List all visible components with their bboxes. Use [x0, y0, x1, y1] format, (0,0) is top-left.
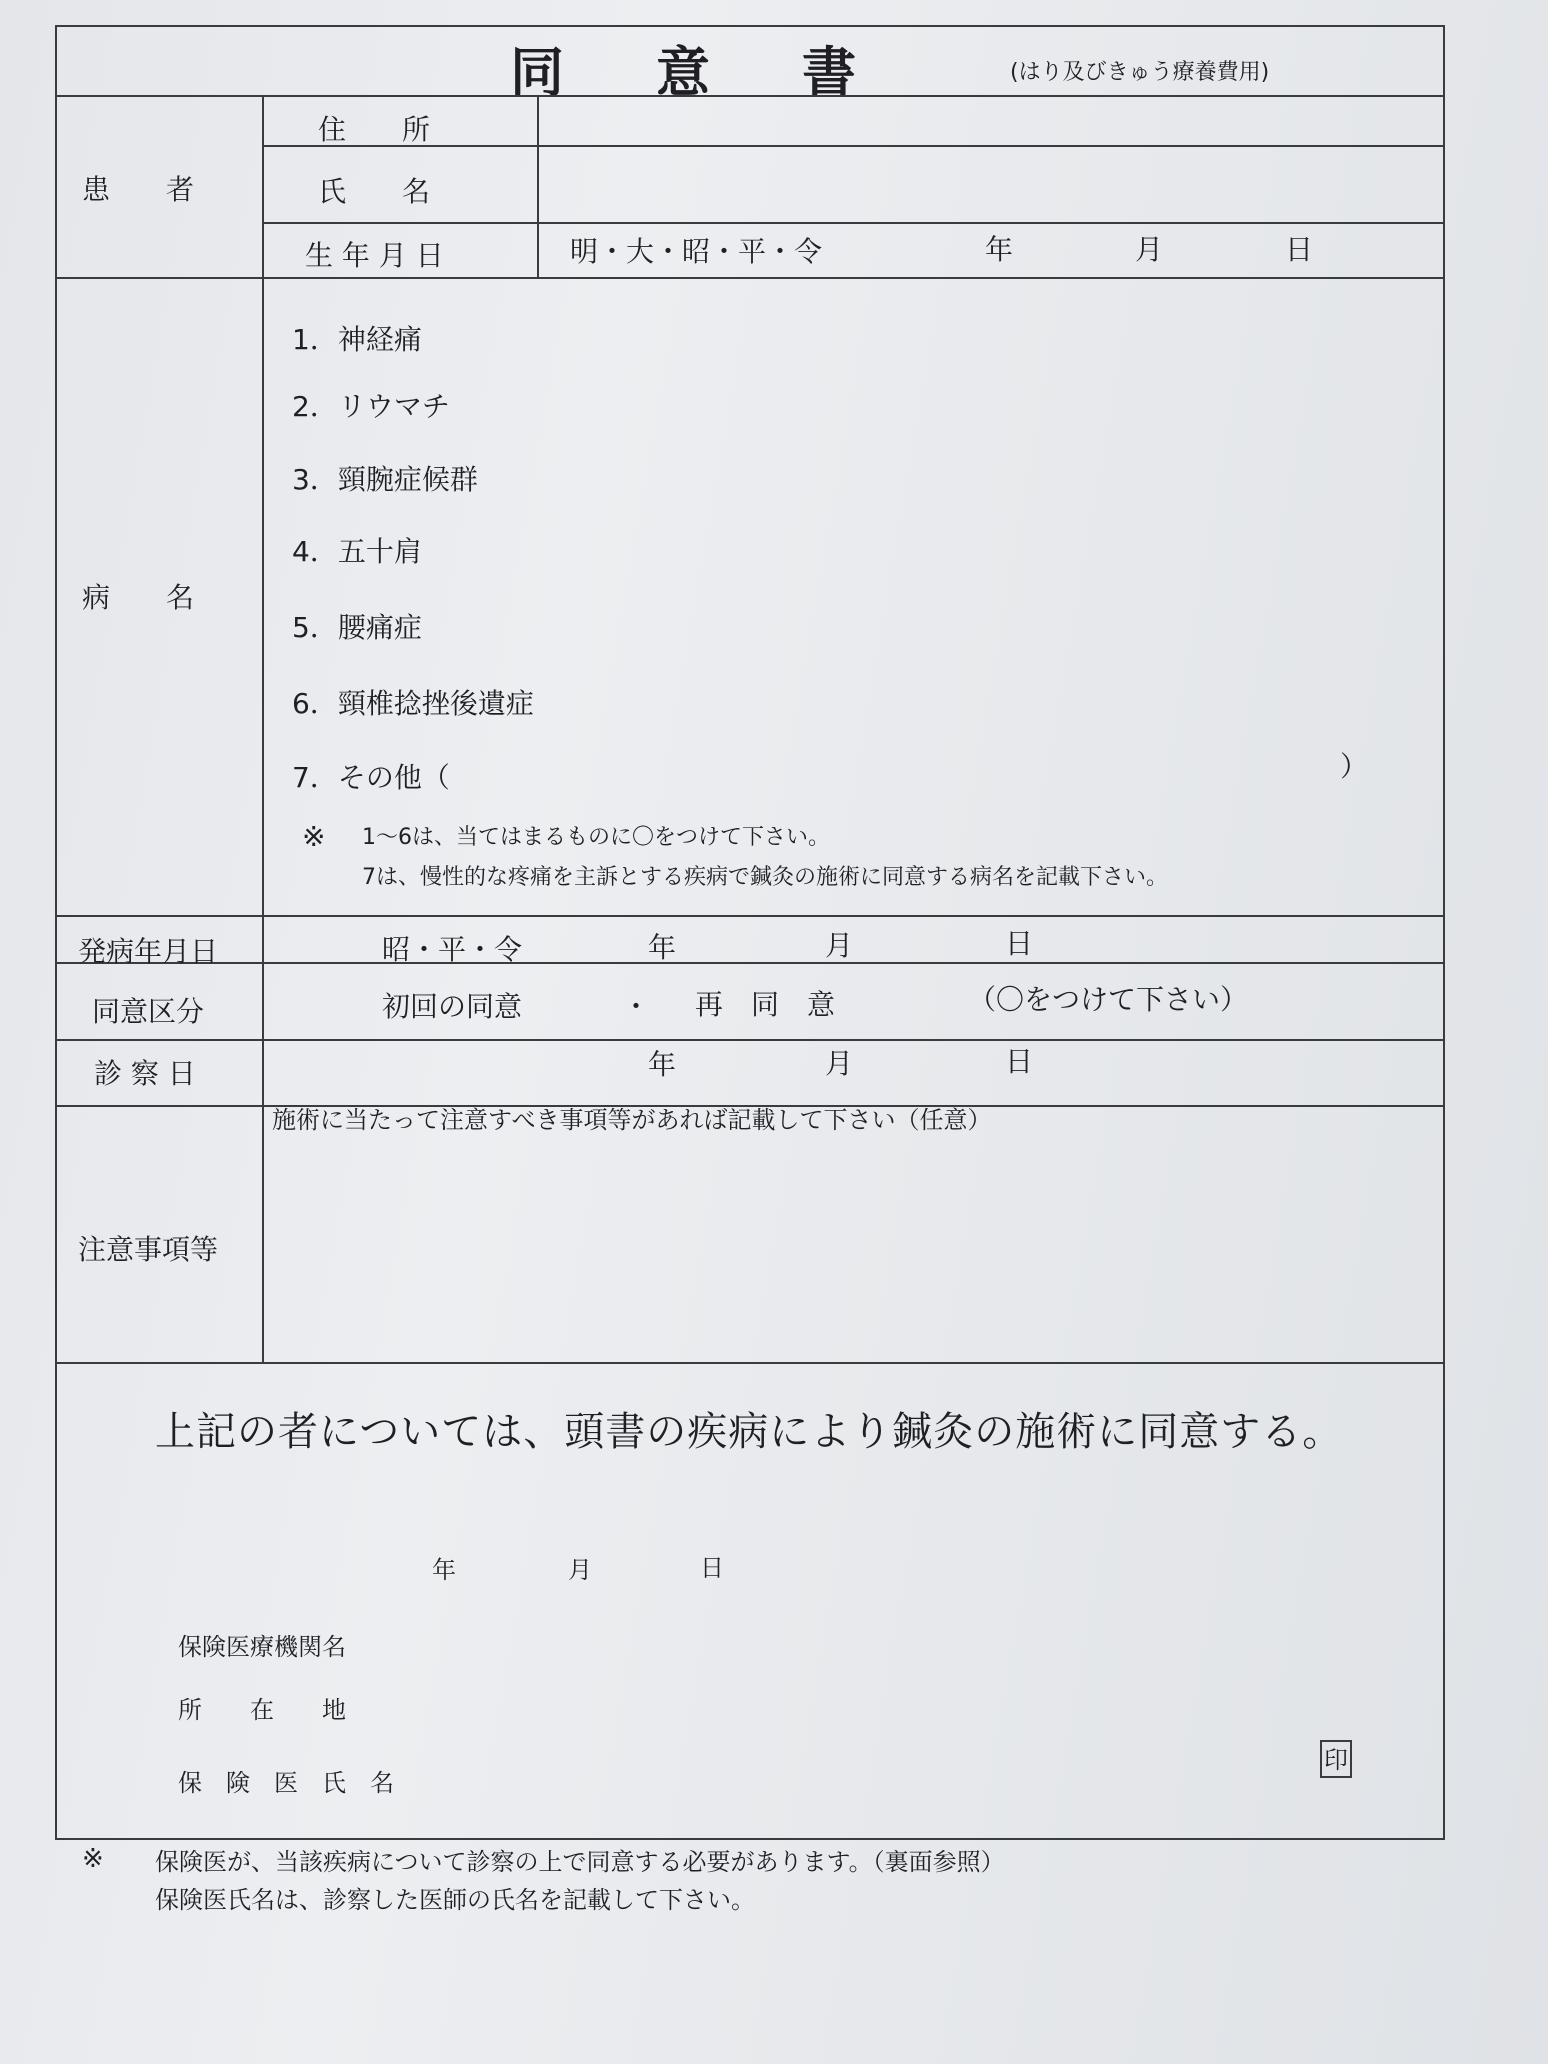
footer-note-mark: ※ — [82, 1844, 104, 1874]
location-label: 所 在 地 — [178, 1696, 346, 1724]
form-frame — [55, 25, 1445, 1840]
declaration-year-unit: 年 — [432, 1556, 456, 1584]
name-field[interactable] — [540, 148, 1390, 220]
birthdate-day-unit: 日 — [1285, 233, 1314, 266]
footer-note-line2: 保険医氏名は、診察した医師の氏名を記載して下さい。 — [155, 1886, 755, 1914]
onset-day-unit: 日 — [1005, 927, 1034, 960]
declaration-text: 上記の者については、頭書の疾病により鍼灸の施術に同意する。 — [155, 1409, 1344, 1455]
onset-month-unit: 月 — [825, 929, 854, 962]
name-label: 氏 名 — [318, 175, 431, 208]
disease-note-line2: 7は、慢性的な疼痛を主訴とする疾病で鍼灸の施術に同意する病名を記載下さい。 — [362, 865, 1168, 890]
disease-item[interactable]: 2．リウマチ — [292, 390, 450, 423]
disease-item[interactable]: 6．頸椎捻挫後遺症 — [292, 687, 534, 720]
disease-note-line1: 1～6は、当てはまるものに〇をつけて下さい。 — [362, 825, 830, 850]
address-field[interactable] — [540, 98, 1390, 146]
seal-stamp-box: 印 — [1320, 1740, 1352, 1778]
consent-hint: （〇をつけて下さい） — [968, 983, 1249, 1016]
exam-date-label: 診 察 日 — [94, 1057, 196, 1090]
exam-day-unit: 日 — [1005, 1045, 1034, 1078]
consent-type-label: 同意区分 — [92, 995, 205, 1028]
disease-note-mark: ※ — [302, 820, 326, 853]
disease-item[interactable]: 1．神経痛 — [292, 323, 422, 356]
onset-label: 発病年月日 — [78, 935, 219, 968]
onset-era-options[interactable]: 昭・平・令 — [382, 933, 523, 966]
consent-re-option[interactable]: 再 同 意 — [695, 988, 836, 1021]
birthdate-year-unit: 年 — [985, 233, 1014, 266]
consent-first-option[interactable]: 初回の同意 — [382, 990, 523, 1023]
disease-item[interactable]: 3．頸腕症候群 — [292, 463, 478, 496]
declaration-month-unit: 月 — [568, 1556, 592, 1584]
disease-section-label: 病 名 — [82, 581, 195, 614]
declaration-day-unit: 日 — [700, 1554, 724, 1582]
disease-item[interactable]: 4．五十肩 — [292, 535, 422, 568]
footer-note-line1: 保険医が、当該疾病について診察の上で同意する必要があります。（裏面参照） — [155, 1848, 1005, 1876]
patient-section-label: 患 者 — [82, 173, 195, 206]
birthdate-era-options[interactable]: 明・大・昭・平・令 — [570, 235, 823, 268]
exam-year-unit: 年 — [648, 1048, 677, 1081]
address-label: 住 所 — [318, 113, 431, 146]
form-title: 同意書 — [510, 40, 948, 104]
disease-other-close: ） — [1340, 750, 1369, 783]
onset-year-unit: 年 — [648, 931, 677, 964]
disease-item-other[interactable]: 7．その他（ — [292, 761, 450, 794]
notes-field[interactable] — [270, 1140, 1420, 1350]
notes-label: 注意事項等 — [78, 1233, 219, 1266]
institution-label: 保険医療機関名 — [178, 1633, 346, 1661]
notes-prompt: 施術に当たって注意すべき事項等があれば記載して下さい（任意） — [272, 1106, 992, 1134]
birthdate-label: 生 年 月 日 — [305, 239, 444, 272]
disease-item[interactable]: 5．腰痛症 — [292, 611, 422, 644]
birthdate-month-unit: 月 — [1135, 233, 1164, 266]
consent-separator: ・ — [622, 990, 651, 1023]
form-subtitle: (はり及びきゅう療養費用) — [1010, 60, 1270, 85]
exam-month-unit: 月 — [825, 1047, 854, 1080]
doctor-name-label: 保 険 医 氏 名 — [178, 1769, 394, 1797]
